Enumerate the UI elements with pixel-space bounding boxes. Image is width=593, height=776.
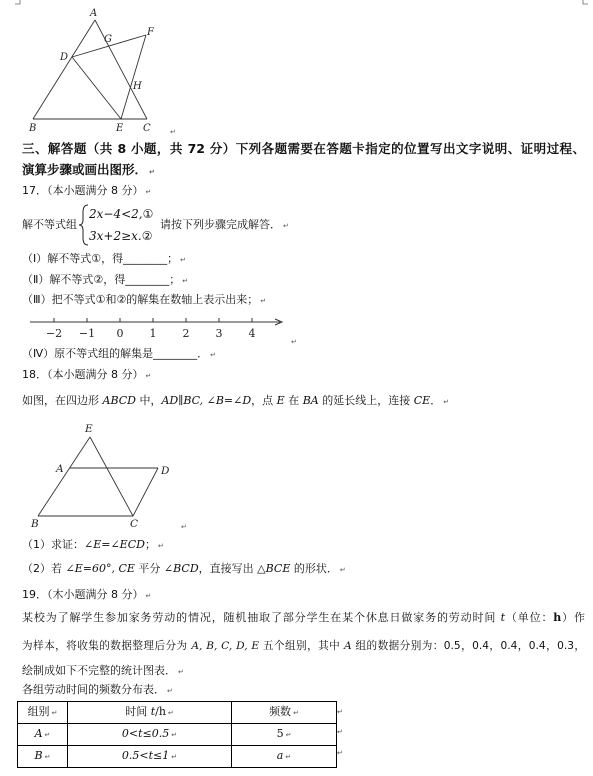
table-row [18,724,337,746]
fig2-label-e: E [85,423,93,435]
q18-stem: 如图，在四边形 ABCD 中，AD∥BC, ∠B=∠D，点 E 在 BA 的延长线上，连接 CE． ↵ [22,394,450,407]
cell-frequency: 5 ↵ [232,724,337,746]
paragraph-mark: ↵ [337,708,343,716]
number-line [30,318,282,340]
figure-1-labels [28,8,155,134]
system-brace [79,205,88,245]
point-label-d: D [60,52,69,63]
segment-eb [38,437,90,516]
paragraph-mark: ↵ [170,128,176,136]
table-caption: 各组劳动时间的频数分布表． ↵ [22,683,173,696]
crop-mark-top-left [15,0,20,4]
geometry-figure-1 [33,20,147,119]
q17-step-4: （Ⅳ）原不等式组的解集是________． ↵ [22,347,217,360]
frequency-table [17,701,337,768]
table-header-row [18,702,337,724]
number-line-label: 4 [248,327,256,340]
paragraph-mark: ↵ [337,728,343,736]
q18-title: 18．（本小题满分 8 分） ↵ [22,368,152,381]
segment-cd [133,468,158,516]
point-label-c: C [143,123,151,134]
fig2-label-a: A [56,463,64,475]
q17-step-3: （Ⅲ）把不等式①和②的解集在数轴上表示出来； ↵ [22,293,267,306]
header-group: 组别 ↵ [18,702,68,724]
crop-marks [15,0,588,4]
point-label-h: H [133,81,142,92]
cell-time: 0.5<t≤1 ↵ [68,746,232,768]
number-line-label: 0 [116,327,124,340]
table-row [18,746,337,768]
paragraph-mark: ↵ [291,338,297,346]
q17-step-2: （Ⅱ）解不等式②，得________； ↵ [22,273,189,286]
segment-ec [90,437,133,516]
cell-time: 0<t≤0.5 ↵ [68,724,232,746]
crop-mark-top-right [583,0,588,4]
segment-ab [33,20,95,119]
q17-title: 17．（本小题满分 8 分） ↵ [22,184,152,197]
number-line-label: −2 [45,327,63,340]
header-time: 时间 t/h ↵ [68,702,232,724]
q18-part-1: （1）求证：∠E=∠ECD； ↵ [22,538,164,551]
point-label-a: A [90,8,98,19]
number-line-label: 3 [215,327,223,340]
cell-group: B ↵ [18,746,68,768]
geometry-figure-2 [38,437,158,516]
point-label-g: G [104,34,112,45]
q19-line-1: 某校为了解学生参加家务劳动的情况，随机抽取了部分学生在某个休息日做家务的劳动时间 t（单位：h）作 [22,611,586,624]
number-line-label: 1 [149,327,157,340]
fig2-label-c: C [130,518,139,530]
segment-ac [95,20,147,119]
q19-line-2: 为样本，将收集的数据整理后分为 A, B, C, D, E 五个组别，其中 A 组的数据分别为：0.5，0.4，0.4，0.4，0.3， [22,640,586,652]
point-label-b: B [29,123,37,134]
header-frequency: 频数 ↵ [232,702,337,724]
number-line-label: −1 [78,327,96,340]
segment-de [72,57,121,119]
section-heading-line1: 三、解答题（共 8 小题，共 72 分）下列各题需要在答题卡指定的位置写出文字说明、证明过程、 [22,141,585,156]
fig2-label-b: B [31,518,39,530]
point-label-f: F [147,27,154,38]
cell-frequency: a ↵ [232,746,337,768]
q17-step-1: （Ⅰ）解不等式①，得________； ↵ [22,252,186,265]
cell-group: A ↵ [18,724,68,746]
q17-inequality-2: 3x+2≥x.② [89,229,153,243]
paragraph-mark: ↵ [337,749,343,757]
q17-inequality-1: 2x−4<2,① [89,207,154,221]
q19-line-3: 绘制成如下不完整的统计图表． ↵ [22,664,184,677]
paragraph-mark: ↵ [181,523,187,531]
q17-lead: 解不等式组 [22,218,77,231]
section-heading-line2: 演算步骤或画出图形． ↵ [22,162,155,177]
fig2-label-d: D [161,465,170,477]
q18-part-2: （2）若 ∠E=60°, CE 平分 ∠BCD，直接写出 △BCE 的形状． ↵ [22,562,346,575]
q17-instruction: 请按下列步骤完成解答． ↵ [160,218,289,231]
q19-title: 19．（木小题满分 8 分） ↵ [22,588,152,601]
number-line-label: 2 [182,327,190,340]
figure-2-labels [30,423,170,530]
point-label-e: E [116,123,124,134]
